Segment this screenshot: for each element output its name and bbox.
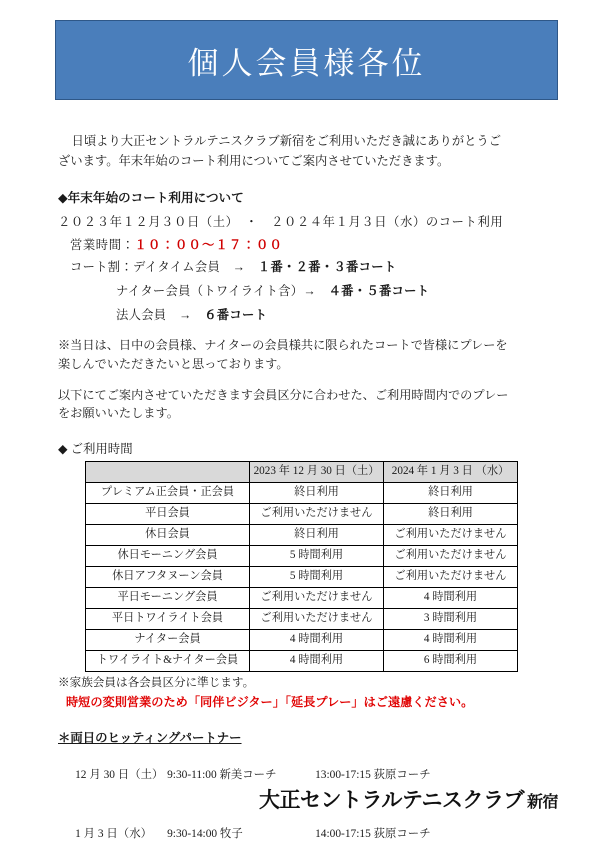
table-cell-member: 休日会員 — [86, 524, 250, 545]
hitting-partner-slot-afternoon: 13:00-17:15 荻原コーチ — [315, 769, 431, 782]
hitting-partner-slot-afternoon: 14:00-17:15 荻原コーチ — [315, 828, 431, 841]
table-cell-day1: ご利用いただけません — [250, 503, 384, 524]
intro-paragraph — [58, 132, 543, 172]
warning-text: 時短の変則営業のため「同伴ビジター」「延長プレー」はご遠慮ください。 — [66, 695, 474, 710]
table-header-member-class — [86, 461, 250, 482]
hitting-partner-date: 1 月 3 日（水） — [75, 828, 152, 841]
table-cell-day1: 4 時間利用 — [250, 629, 384, 650]
hitting-partner-slot-morning: 9:30-14:00 牧子 — [167, 828, 243, 841]
table-cell-day2: ご利用いただけません — [384, 524, 518, 545]
table-cell-day2: ご利用いただけません — [384, 545, 518, 566]
court-note-line-1: ※当日は、日中の会員様、ナイターの会員様共に限られたコートで皆様にプレーを — [58, 338, 508, 353]
table-cell-day2: 4 時間利用 — [384, 629, 518, 650]
court-note — [58, 336, 543, 373]
table-cell-member: トワイライト&ナイター会員 — [86, 650, 250, 671]
table-cell-day1: 終日利用 — [250, 524, 384, 545]
court-date-line: ２０２３年１２月３０日（土） ・ ２０２４年１月３日（水）のコート利用 — [58, 214, 504, 229]
table-cell-day1: 5 時間利用 — [250, 545, 384, 566]
intro-line-1: 日頃より大正セントラルテニスクラブ新宿をご利用いただき誠にありがとうご — [71, 134, 502, 148]
table-cell-day1: ご利用いただけません — [250, 608, 384, 629]
court-allocation-corporate — [58, 304, 543, 328]
court-allocation-night-courts: ４番・５番コート — [328, 284, 430, 299]
hitting-partner-date: 12 月 30 日（土） — [75, 769, 164, 782]
court-allocation-daytime — [58, 256, 543, 280]
court-allocation-night-label: ナイター会員（トワイライト含）→ — [116, 284, 329, 299]
table-cell-day1: 4 時間利用 — [250, 650, 384, 671]
table-cell-day2: 4 時間利用 — [384, 587, 518, 608]
section-heading-hitting-partner: ＊両日のヒッティングパートナー — [58, 730, 242, 745]
court-request-line-1: 以下にてご案内させていただきます会員区分に合わせた、ご利用時間内でのプレー — [58, 387, 509, 402]
table-cell-member: 平日会員 — [86, 503, 250, 524]
intro-line-2: ざいます。年末年始のコート利用についてご案内させていただきます。 — [58, 153, 450, 168]
header-banner — [55, 20, 558, 100]
table-cell-member: ナイター会員 — [86, 629, 250, 650]
court-allocation-daytime-courts: １番・２番・３番コート — [257, 260, 397, 275]
hitting-partner-slot-morning: 9:30-11:00 新美コーチ — [167, 769, 277, 782]
table-row — [86, 524, 518, 545]
table-row — [86, 503, 518, 524]
table-cell-day2: 終日利用 — [384, 482, 518, 503]
table-row — [86, 608, 518, 629]
court-allocation-night — [58, 280, 543, 304]
table-header-row — [86, 461, 518, 482]
table-cell-day1: ご利用いただけません — [250, 587, 384, 608]
court-allocation-daytime-label: コート割：デイタイム会員 → — [70, 260, 258, 275]
section-heading-courts: ◆年末年始のコート利用について — [58, 190, 244, 205]
table-header-day2: 2024 年 1 月 3 日 （水） — [384, 461, 518, 482]
business-hours-label: 営業時間： — [70, 237, 135, 252]
court-allocation-corporate-label: 法人会員 → — [116, 308, 205, 323]
document-body — [58, 132, 543, 864]
table-cell-member: 休日アフタヌーン会員 — [86, 566, 250, 587]
business-hours-line — [58, 234, 543, 257]
usage-hours-table — [85, 461, 518, 672]
court-allocation-corporate-courts: ６番コート — [204, 308, 268, 323]
table-row — [86, 566, 518, 587]
table-row — [86, 650, 518, 671]
court-note-line-2: 楽しんでいただきたいと思っております。 — [58, 356, 289, 371]
court-request-line-2: をお願いいたします。 — [58, 406, 179, 421]
club-logo-branch-text: 新宿 — [526, 792, 558, 811]
table-cell-member: プレミアム正会員・正会員 — [86, 482, 250, 503]
table-cell-day2: ご利用いただけません — [384, 566, 518, 587]
table-row — [86, 629, 518, 650]
table-cell-member: 平日モーニング会員 — [86, 587, 250, 608]
table-cell-day2: 6 時間利用 — [384, 650, 518, 671]
table-cell-day1: 終日利用 — [250, 482, 384, 503]
table-cell-day1: 5 時間利用 — [250, 566, 384, 587]
table-cell-day2: 終日利用 — [384, 503, 518, 524]
table-footnote: ※家族会員は各会員区分に準じます。 — [58, 675, 255, 689]
page-title: 個人会員様各位 — [187, 45, 426, 81]
business-hours-value: １０：００〜１７：００ — [134, 237, 283, 252]
hitting-partner-row — [58, 805, 543, 864]
table-row — [86, 482, 518, 503]
club-logo — [259, 784, 558, 814]
table-header-day1: 2023 年 12 月 30 日（土） — [250, 461, 384, 482]
club-logo-main-text: 大正セントラルテニスクラブ — [258, 788, 524, 812]
table-row — [86, 545, 518, 566]
table-cell-member: 休日モーニング会員 — [86, 545, 250, 566]
table-cell-member: 平日トワイライト会員 — [86, 608, 250, 629]
section-heading-usage-hours: ◆ ご利用時間 — [58, 441, 133, 456]
table-row — [86, 587, 518, 608]
court-request-paragraph — [58, 386, 543, 423]
table-cell-day2: 3 時間利用 — [384, 608, 518, 629]
